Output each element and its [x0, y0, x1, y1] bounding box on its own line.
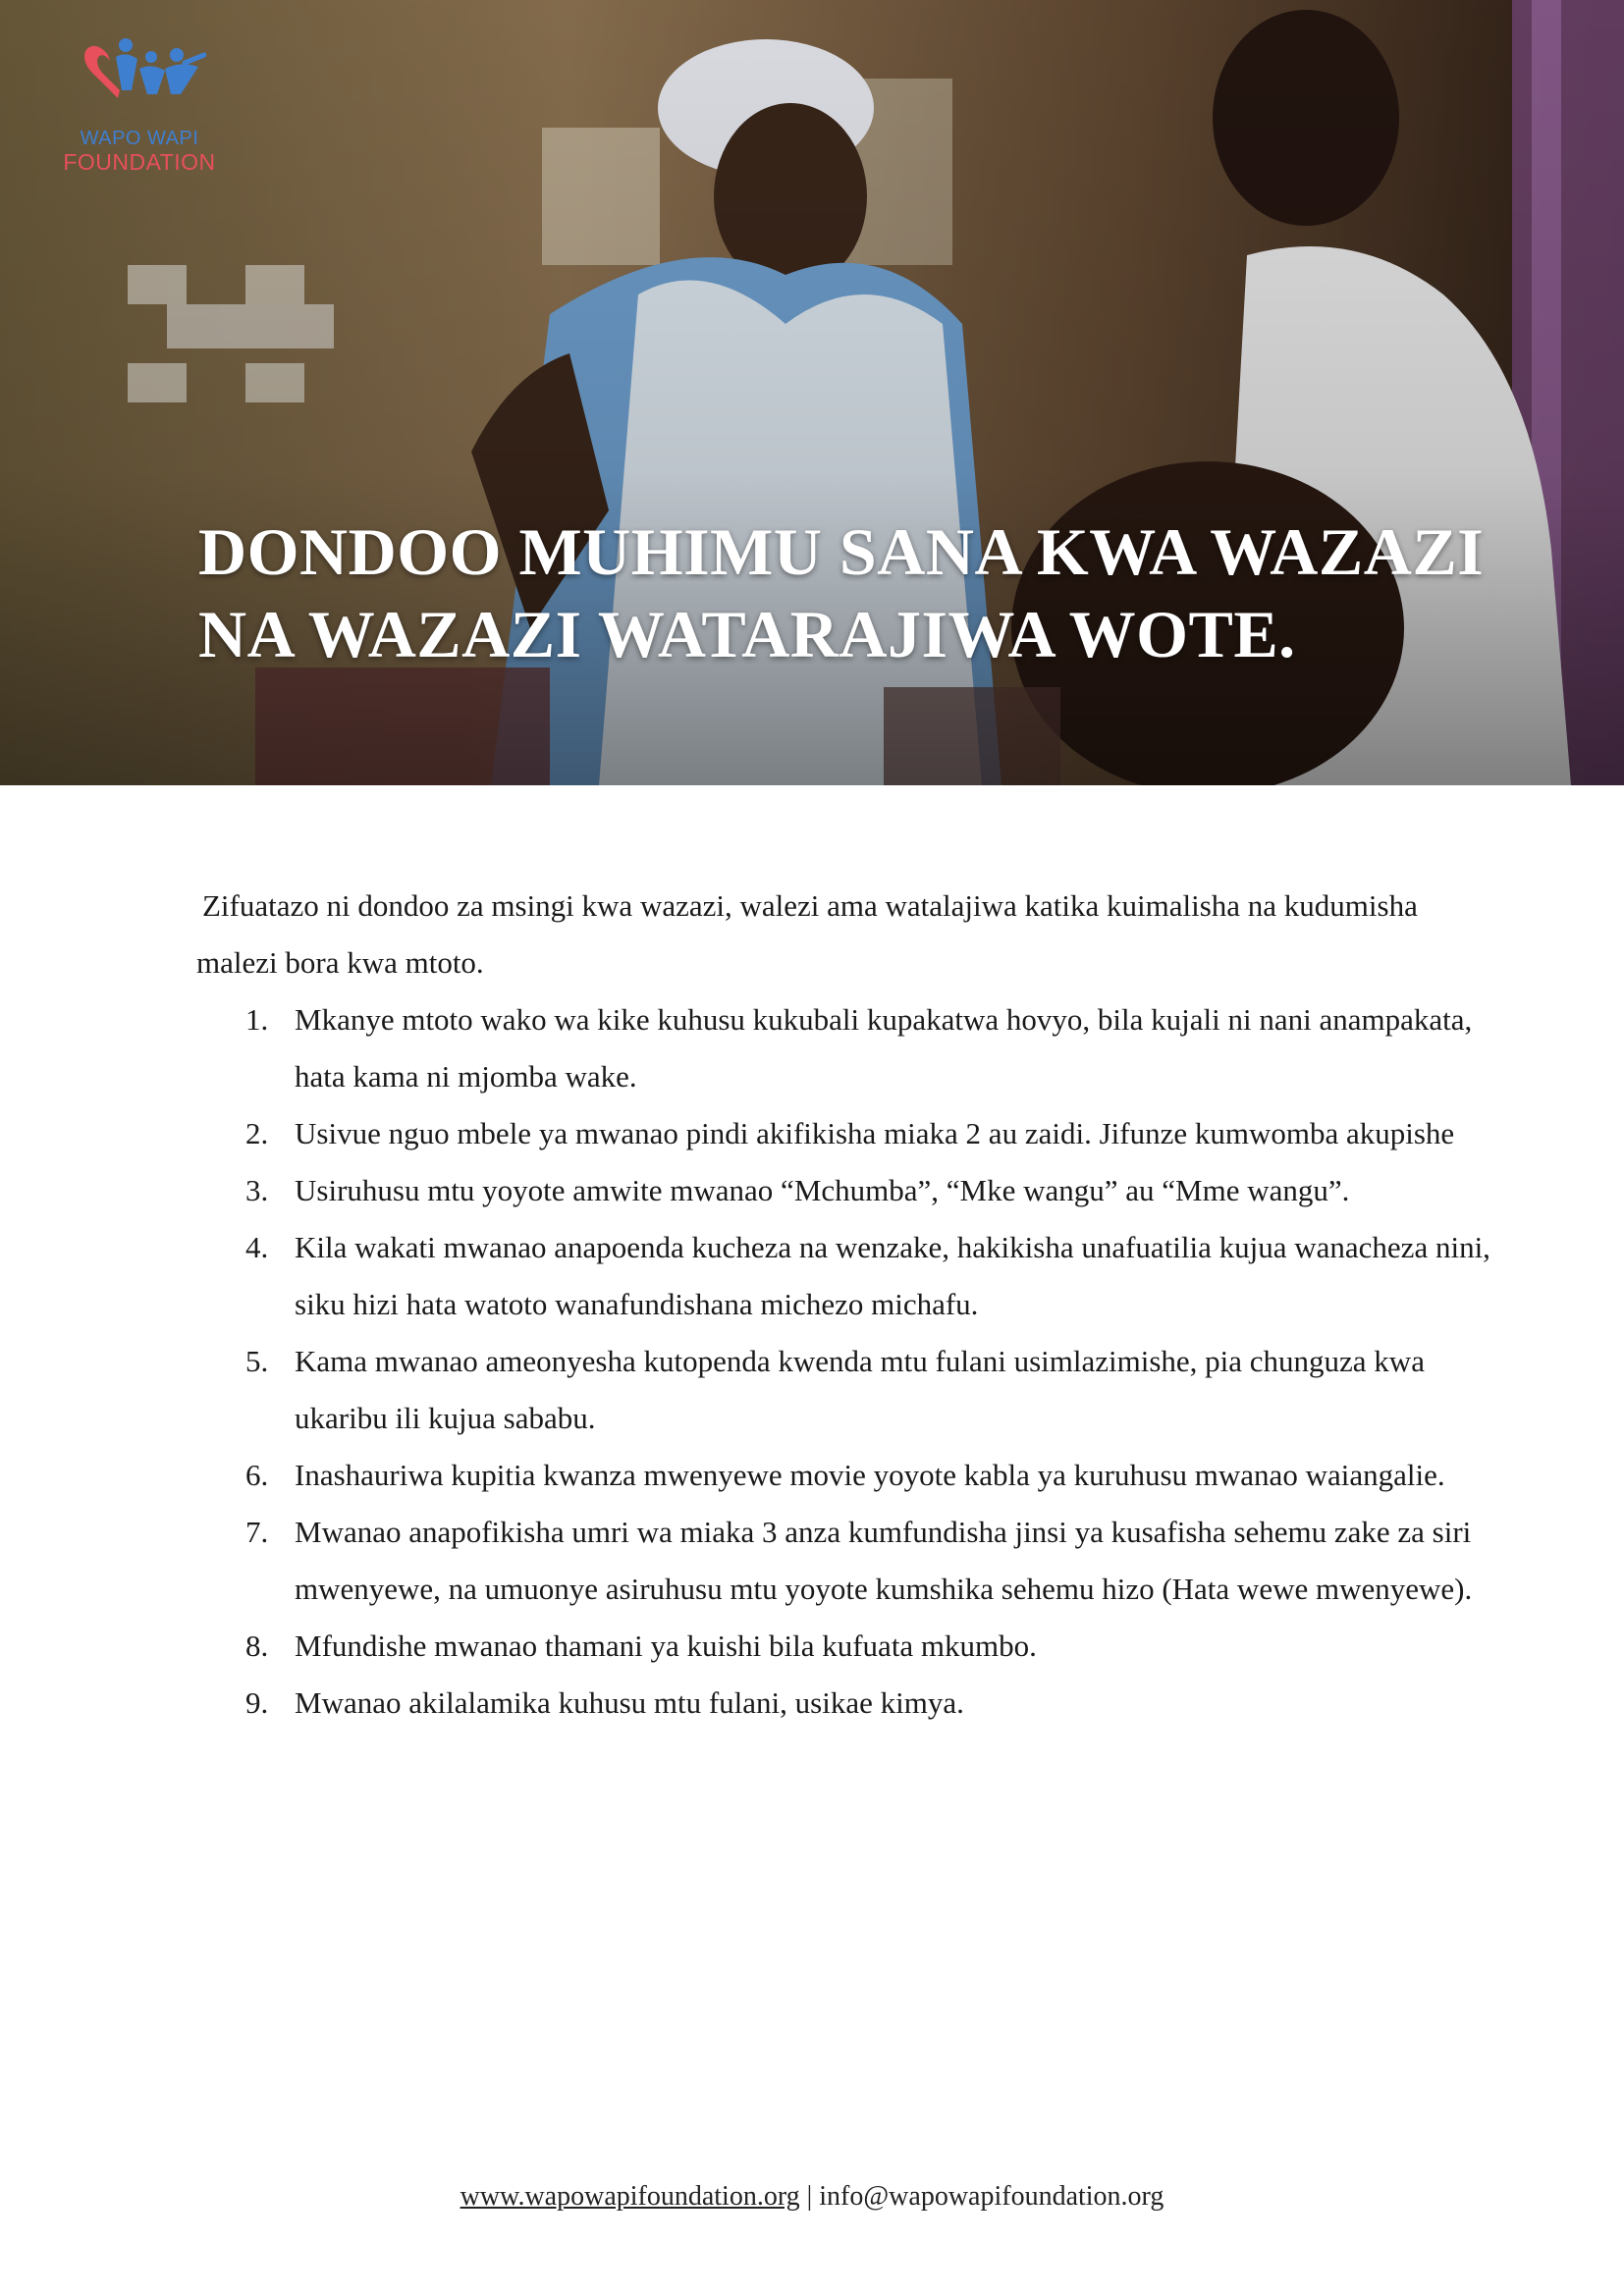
list-item-text: Mwanao akilalamika kuhusu mtu fulani, usikae kimya.: [295, 1685, 964, 1720]
email-address[interactable]: info@wapowapifoundation.org: [819, 2181, 1164, 2212]
list-item: [196, 991, 1492, 1105]
brand-name-line2: FOUNDATION: [63, 149, 216, 175]
footer-separator: |: [806, 2181, 813, 2212]
brand-name: [51, 128, 228, 175]
tips-list: [196, 991, 1492, 1732]
brand-name-line1: WAPO WAPI: [80, 128, 199, 149]
list-item-text: Mfundishe mwanao thamani ya kuishi bila kufuata mkumbo.: [295, 1629, 1037, 1663]
list-item-number: 2.: [245, 1116, 269, 1150]
list-item-text: Kama mwanao ameonyesha kutopenda kwenda mtu fulani usimlazimishe, pia chunguza kwa ukaribu ili kujua sababu.: [295, 1344, 1425, 1435]
list-item-number: 3.: [245, 1173, 269, 1207]
list-item-text: Mwanao anapofikisha umri wa miaka 3 anza kumfundisha jinsi ya kusafisha sehemu zake za siri mwenyewe, na umuonye asiruhusu mtu yoyote kumshika sehemu hizo (Hata wewe mwenyewe).: [295, 1515, 1473, 1606]
list-item: [196, 1219, 1492, 1333]
footer: [0, 2181, 1624, 2213]
list-item-text: Kila wakati mwanao anapoenda kucheza na wenzake, hakikisha unafuatilia kujua wanacheza nini, siku hizi hata watoto wanafundishana michezo michafu.: [295, 1230, 1490, 1321]
list-item-number: 1.: [245, 1002, 269, 1037]
list-item-text: Usiruhusu mtu yoyote amwite mwanao “Mchumba”, “Mke wangu” au “Mme wangu”.: [295, 1173, 1350, 1207]
list-item: [196, 1618, 1492, 1675]
list-item-number: 6.: [245, 1458, 269, 1492]
list-item: [196, 1675, 1492, 1732]
hero-banner: [0, 0, 1624, 785]
main-content: [196, 878, 1492, 1732]
brand-logo[interactable]: [51, 33, 228, 175]
intro-paragraph: Zifuatazo ni dondoo za msingi kwa wazazi, walezi ama watalajiwa katika kuimalisha na kudumisha malezi bora kwa mtoto.: [196, 888, 1418, 980]
list-item: [196, 1105, 1492, 1162]
list-item-number: 9.: [245, 1685, 269, 1720]
website-link[interactable]: www.wapowapifoundation.org: [460, 2181, 800, 2212]
list-item-text: Usivue nguo mbele ya mwanao pindi akifikisha miaka 2 au zaidi. Jifunze kumwomba akupishe: [295, 1116, 1455, 1150]
page-title: DONDOO MUHIMU SANA KWA WAZAZI NA WAZAZI WATARAJIWA WOTE.: [198, 514, 1485, 671]
list-item-text: Mkanye mtoto wako wa kike kuhusu kukubali kupakatwa hovyo, bila kujali ni nani anampakata, hata kama ni mjomba wake.: [295, 1002, 1473, 1094]
list-item-number: 7.: [245, 1515, 269, 1549]
list-item: [196, 1447, 1492, 1504]
list-item-number: 8.: [245, 1629, 269, 1663]
list-item-number: 4.: [245, 1230, 269, 1264]
list-item: [196, 1504, 1492, 1618]
list-item: [196, 1162, 1492, 1219]
list-item-number: 5.: [245, 1344, 269, 1378]
heart-family-icon: [79, 33, 206, 112]
list-item: [196, 1333, 1492, 1447]
list-item-text: Inashauriwa kupitia kwanza mwenyewe movie yoyote kabla ya kuruhusu mwanao waiangalie.: [295, 1458, 1445, 1492]
